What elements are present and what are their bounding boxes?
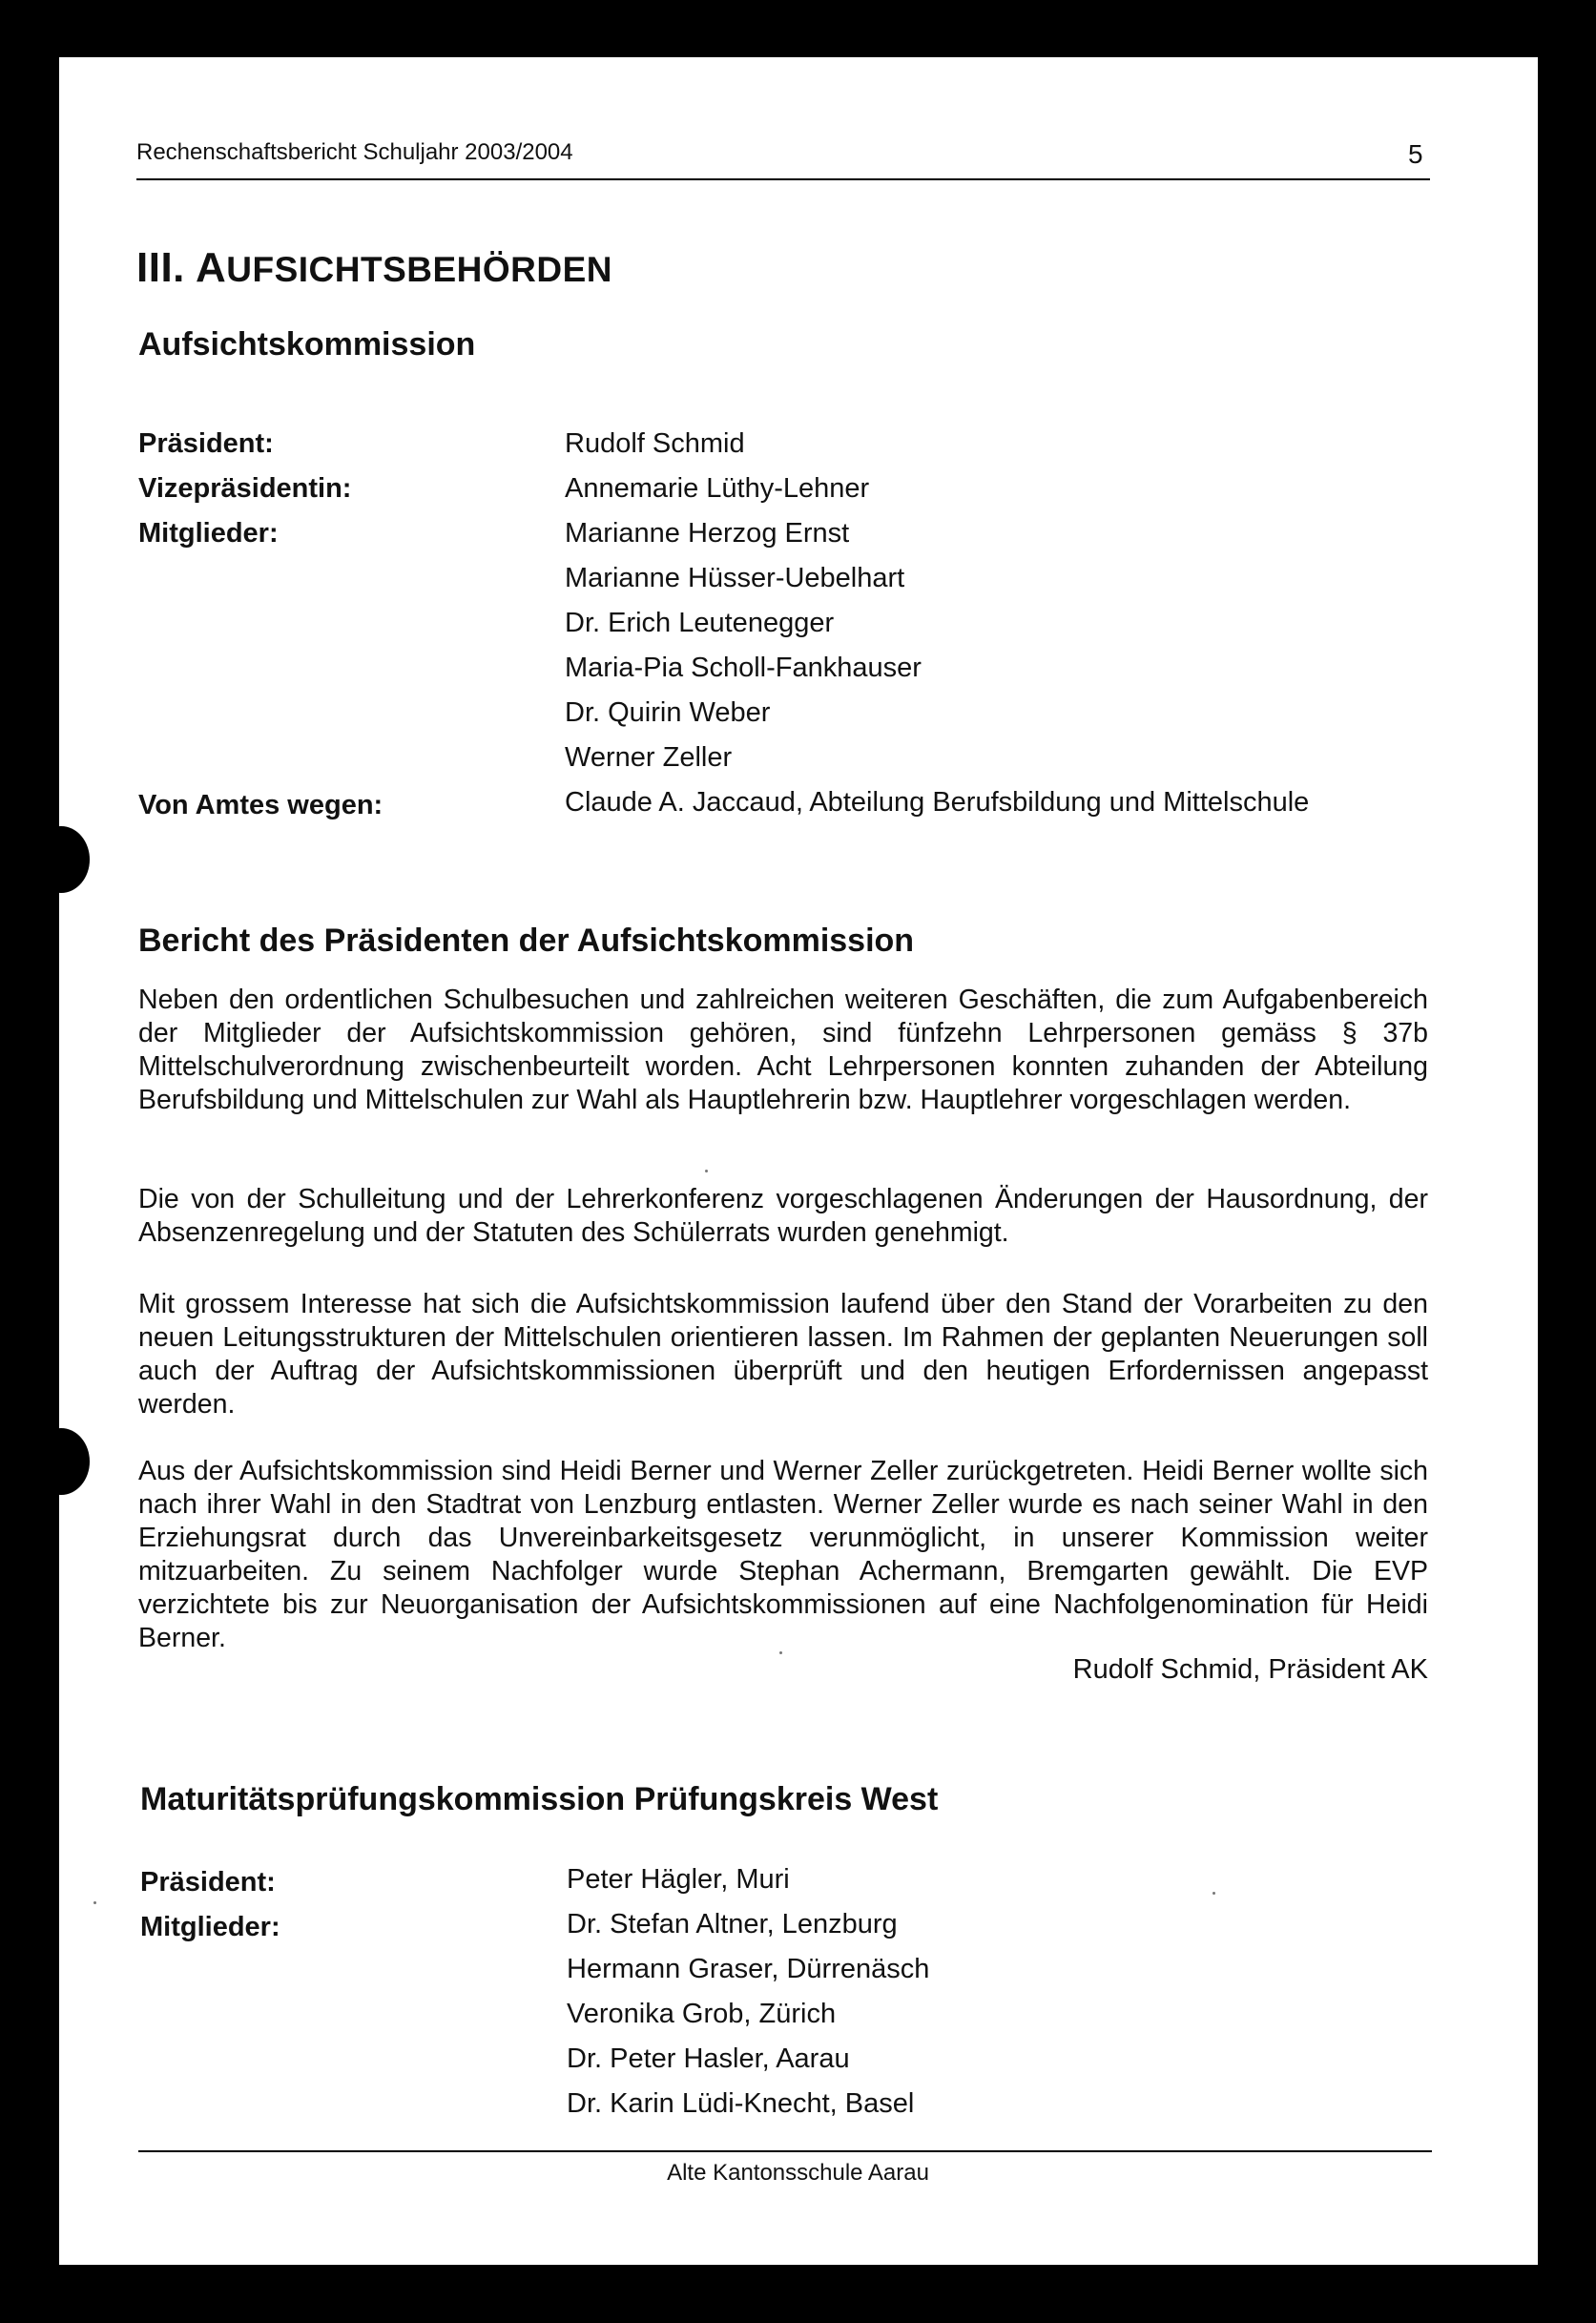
aufsicht-label: Von Amtes wegen:	[138, 790, 383, 820]
punch-hole-bottom	[32, 1428, 90, 1495]
matura-member: Hermann Graser, Dürrenäsch	[567, 1954, 930, 1984]
bericht-signature: Rudolf Schmid, Präsident AK	[1072, 1654, 1428, 1685]
scan-speck	[93, 1901, 96, 1904]
aufsicht-member: Claude A. Jaccaud, Abteilung Berufsbildung und Mittelschule	[565, 787, 1310, 818]
footer-rule	[138, 2150, 1432, 2152]
matura-label: Mitglieder:	[140, 1912, 280, 1942]
aufsicht-member: Marianne Hüsser-Uebelhart	[565, 563, 905, 593]
matura-member: Dr. Peter Hasler, Aarau	[567, 2043, 850, 2074]
header-rule	[136, 178, 1430, 180]
matura-heading: Maturitätsprüfungskommission Prüfungskreis West	[140, 1781, 939, 1817]
aufsicht-member: Annemarie Lüthy-Lehner	[565, 473, 870, 504]
header-title: Rechenschaftsbericht Schuljahr 2003/2004	[136, 139, 573, 165]
bericht-paragraph: Aus der Aufsichtskommission sind Heidi Berner und Werner Zeller zurückgetreten. Heidi Berner wollte sich nach ihrer Wahl in den Stadtrat von Lenzburg entlasten. Werner Zeller wurde es nach seiner Wahl in den Erziehungsrat durch das Unvereinbarkeitsgesetz verunmöglicht, in unserer Kommission weiter mitzuarbeiten. Zu seinem Nachfolger wurde Stephan Achermann, Bremgarten gewählt. Die EVP verzichtete bis zur Neuorganisation der Aufsichtskommissionen auf eine Nachfolgenomination für Heidi Berner.	[138, 1456, 1428, 1653]
page-number: 5	[1408, 139, 1423, 169]
aufsicht-member: Dr. Quirin Weber	[565, 697, 771, 728]
aufsicht-heading: Aufsichtskommission	[138, 326, 476, 363]
punch-hole-top	[32, 826, 90, 893]
chapter-title-rest: UFSICHTSBEHÖRDEN	[226, 250, 613, 289]
chapter-title-initial: A	[196, 244, 227, 291]
matura-label: Präsident:	[140, 1867, 276, 1898]
matura-member: Dr. Karin Lüdi-Knecht, Basel	[567, 2088, 915, 2119]
matura-member: Veronika Grob, Zürich	[567, 1999, 837, 2029]
aufsicht-member: Rudolf Schmid	[565, 428, 745, 459]
aufsicht-label: Vizepräsidentin:	[138, 473, 352, 504]
footer-school: Alte Kantonsschule Aarau	[667, 2160, 929, 2186]
bericht-paragraph: Neben den ordentlichen Schulbesuchen und zahlreichen weiteren Geschäften, die zum Aufgabenbereich der Mitglieder der Aufsichtskommission gehören, sind fünfzehn Lehrpersonen gemäss § 37b Mittelschulverordnung zwischenbeurteilt worden. Acht Lehrpersonen konnten zuhanden der Abteilung Berufsbildung und Mittelschulen zur Wahl als Hauptlehrerin bzw. Hauptlehrer vorgeschlagen werden.	[138, 985, 1428, 1115]
aufsicht-member: Maria-Pia Scholl-Fankhauser	[565, 653, 922, 683]
aufsicht-label: Mitglieder:	[138, 518, 279, 549]
scan-speck	[779, 1651, 782, 1654]
aufsicht-label: Präsident:	[138, 428, 274, 459]
bericht-heading: Bericht des Präsidenten der Aufsichtskommission	[138, 923, 915, 959]
chapter-number: III.	[136, 244, 185, 291]
matura-member: Dr. Stefan Altner, Lenzburg	[567, 1909, 898, 1939]
aufsicht-member: Marianne Herzog Ernst	[565, 518, 850, 549]
scan-speck	[705, 1170, 708, 1172]
scan-speck	[1213, 1892, 1215, 1895]
aufsicht-member: Werner Zeller	[565, 742, 733, 773]
aufsicht-member: Dr. Erich Leutenegger	[565, 608, 835, 638]
matura-member: Peter Hägler, Muri	[567, 1864, 790, 1895]
chapter-title	[136, 244, 612, 292]
bericht-paragraph: Die von der Schulleitung und der Lehrerkonferenz vorgeschlagenen Änderungen der Hausordnung, der Absenzenregelung und der Statuten des Schülerrats wurden genehmigt.	[138, 1184, 1428, 1248]
bericht-paragraph: Mit grossem Interesse hat sich die Aufsichtskommission laufend über den Stand der Vorarbeiten zu den neuen Leitungsstrukturen der Mittelschulen orientieren lassen. Im Rahmen der geplanten Neuerungen soll auch der Auftrag der Aufsichtskommissionen überprüft und den heutigen Erfordernissen angepasst werden.	[138, 1289, 1428, 1420]
